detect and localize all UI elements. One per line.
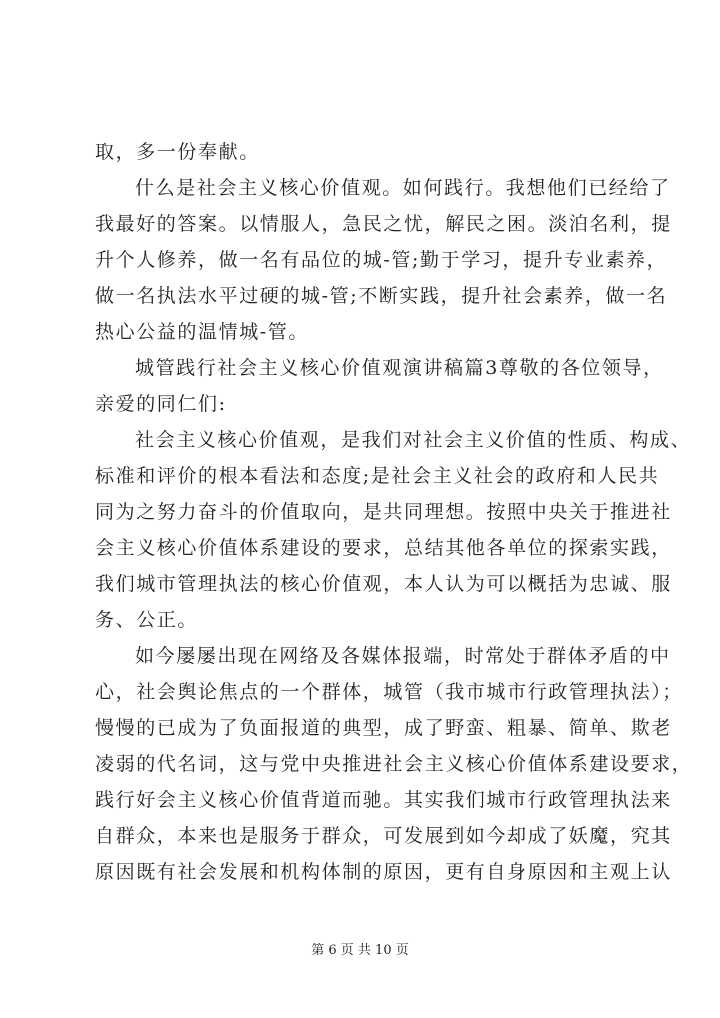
- text-line: 我最好的答案。以情服人，急民之忧，解民之困。淡泊名利，提: [95, 213, 672, 235]
- text-line: 原因既有社会发展和机构体制的原因，更有自身原因和主观上认: [95, 861, 672, 883]
- text-line: 社会主义核心价值观，是我们对社会主义价值的性质、构成、: [135, 429, 692, 451]
- text-line: 升个人修养，做一名有品位的城-管;勤于学习，提升专业素养，: [95, 249, 668, 271]
- text-line: 会主义核心价值体系建设的要求，总结其他各单位的探索实践，: [95, 537, 672, 559]
- text-line: 凌弱的代名词，这与党中央推进社会主义核心价值体系建设要求，: [95, 753, 693, 775]
- text-line: 做一名执法水平过硬的城-管;不断实践，提升社会素养，做一名: [95, 285, 668, 307]
- text-line: 同为之努力奋斗的价值取向，是共同理想。按照中央关于推进社: [95, 501, 672, 523]
- text-line: 亲爱的同仁们:: [95, 393, 227, 415]
- text-line: 自群众，本来也是服务于群众，可发展到如今却成了妖魔，究其: [95, 825, 672, 847]
- text-line: 心，社会舆论焦点的一个群体，城管（我市城市行政管理执法）；: [95, 681, 683, 703]
- text-line: 如今屡屡出现在网络及各媒体报端，时常处于群体矛盾的中: [135, 645, 671, 667]
- text-line: 标准和评价的根本看法和态度;是社会主义社会的政府和人民共: [95, 465, 660, 487]
- page-number-footer: 第 6 页 共 10 页: [311, 943, 409, 958]
- text-line: 热心公益的温情城-管。: [95, 321, 310, 343]
- text-line: 务、公正。: [95, 609, 199, 631]
- text-line: 取，多一份奉献。: [95, 141, 260, 163]
- text-line: 什么是社会主义核心价值观。如何践行。我想他们已经给了: [135, 177, 671, 199]
- text-line: 慢慢的已成为了负面报道的典型，成了野蛮、粗暴、简单、欺老: [95, 717, 672, 739]
- text-line: 我们城市管理执法的核心价值观，本人认为可以概括为忠诚、服: [95, 573, 672, 595]
- text-line: 城管践行社会主义核心价值观演讲稿篇3尊敬的各位领导，: [135, 357, 664, 379]
- document-body: [95, 134, 693, 890]
- text-line: 践行好会主义核心价值背道而驰。其实我们城市行政管理执法来: [95, 789, 672, 811]
